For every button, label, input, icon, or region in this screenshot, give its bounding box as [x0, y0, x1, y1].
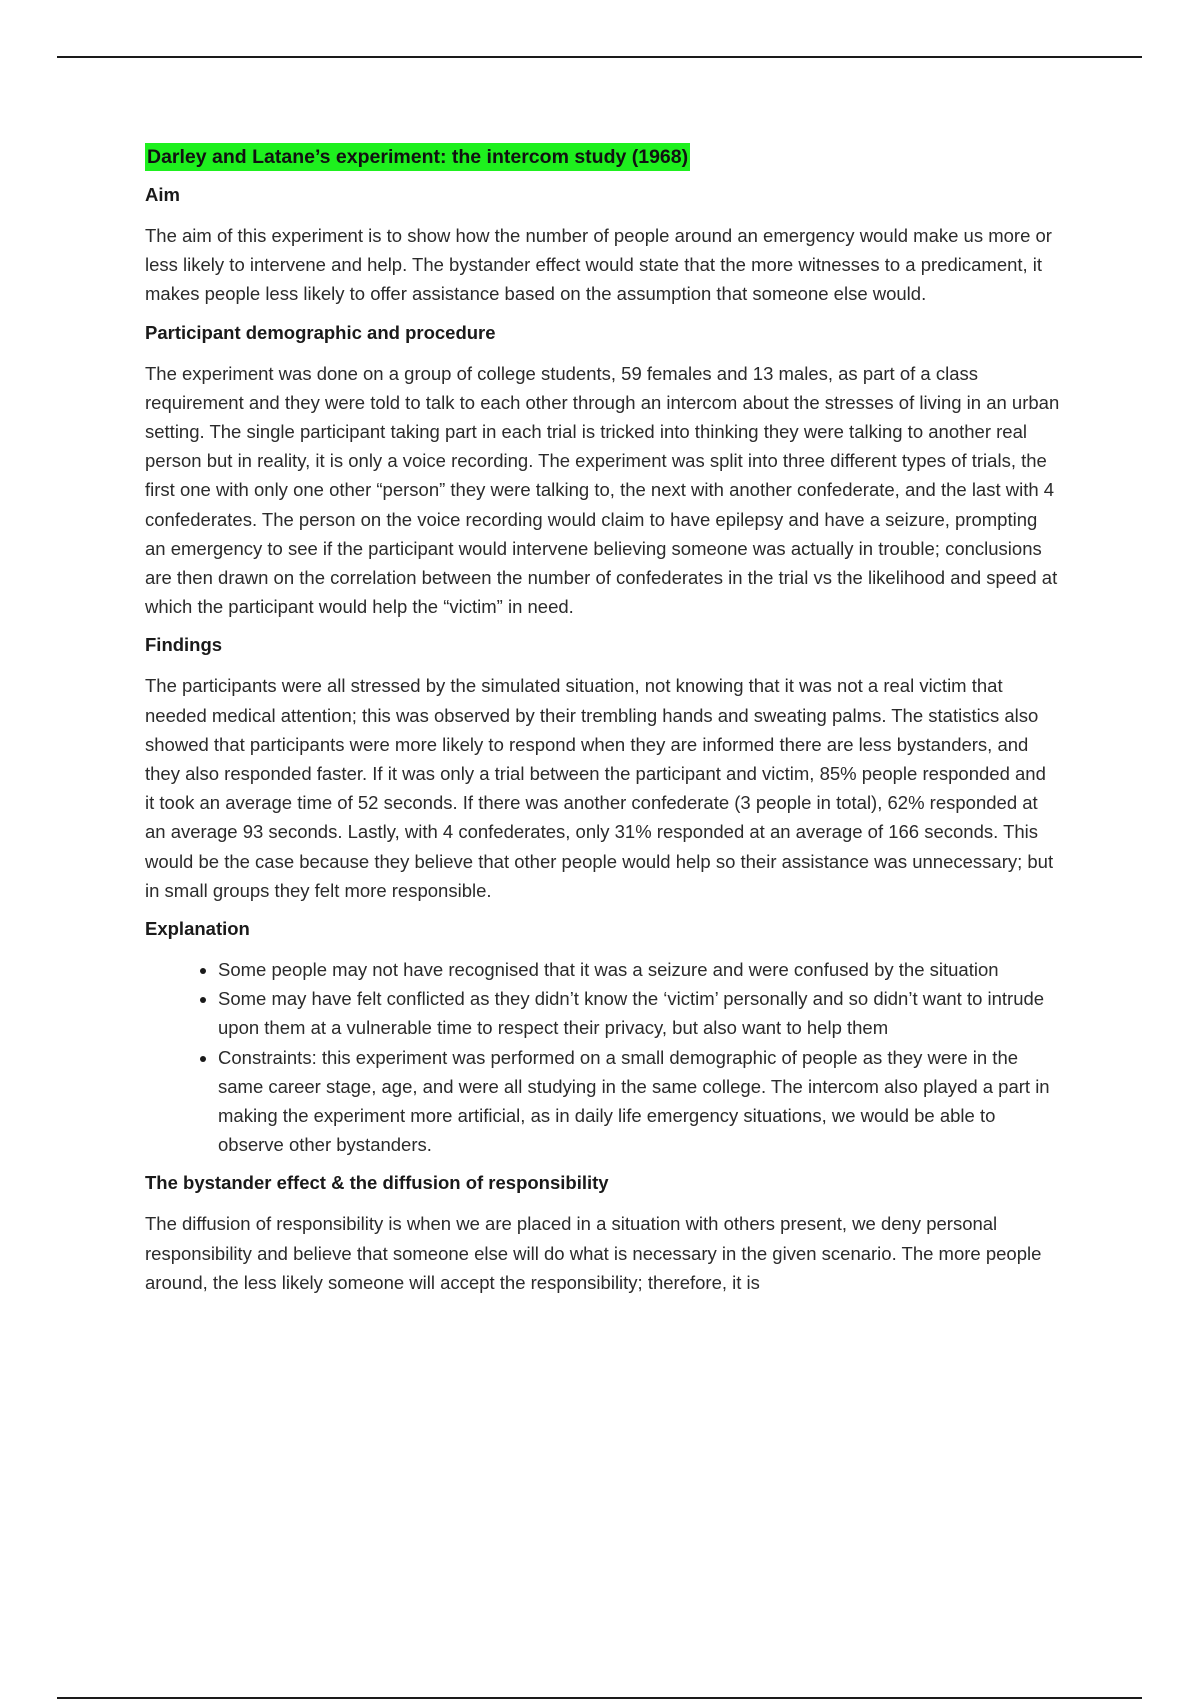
explanation-heading: Explanation [145, 918, 250, 940]
header-rule [57, 56, 1142, 58]
document-body [145, 143, 1060, 1309]
explanation-bullet: • Some may have felt conflicted as they didn’t know the ‘victim’ personally and so didn’t want to intrude upon them at a vulnerable time to respect their privacy, but also want to help them [218, 984, 1060, 1042]
procedure-heading: Participant demographic and procedure [145, 321, 496, 343]
aim-heading: Aim [145, 184, 180, 205]
footer-rule [57, 1697, 1142, 1699]
procedure-paragraph: The experiment was done on a group of college students, 59 females and 13 males, as part of a class requirement and they were told to talk to each other through an intercom about the stresses of living in an urban setting. The single participant taking part in each trial is tricked into thinking they were talking to another real person but in reality, it is only a voice recording. The experiment was split into three different types of trials, the first one with only one other “person” they were talking to, the next with another confederate, and the last with 4 confederates. The person on the voice recording would claim to have epilepsy and have a seizure, prompting an emergency to see if the participant would intervene believing someone was actually in trouble; conclusions are then drawn on the correlation between the number of confederates in the trial vs the likelihood and speed at which the participant would help the “victim” in need. [145, 362, 1060, 618]
document-title: Darley and Latane’s experiment: the intercom study (1968) [145, 143, 690, 171]
findings-paragraph: The participants were all stressed by the simulated situation, not knowing that it was not a real victim that needed medical attention; this was observed by their trembling hands and sweating palms. The statistics also showed that participants were more likely to respond when they are informed there are less bystanders, and they also responded faster. If it was only a trial between the participant and victim, 85% people responded and it took an average time of 52 seconds. If there was another confederate (3 people in total), 62% responded at an average 93 seconds. Lastly, with 4 confederates, only 31% responded at an average of 166 seconds. This would be the case because they believe that other people would help so their assistance was unnecessary; but in small groups they felt more responsible. [145, 675, 1054, 901]
diffusion-heading: The bystander effect & the diffusion of responsibility [145, 1172, 609, 1194]
explanation-bullet: • Constraints: this experiment was performed on a small demographic of people as they were in the same career stage, age, and were all studying in the same college. The intercom also played a part in making the experiment more artificial, as in daily life emergency situations, we would be able to observe other bystanders. [218, 1043, 1060, 1160]
diffusion-paragraph: The diffusion of responsibility is when we are placed in a situation with others present, we deny personal responsibility and believe that someone else will do what is necessary in the given scenario. The more people around, the less likely someone will accept the responsibility; therefore, it is [145, 1213, 1042, 1293]
explanation-bullet: • Some people may not have recognised that it was a seizure and were confused by the situation [218, 955, 1060, 984]
explanation-list [145, 955, 1060, 1159]
findings-heading: Findings [145, 634, 223, 656]
aim-paragraph: The aim of this experiment is to show how the number of people around an emergency would make us more or less likely to intervene and help. The bystander effect would state that the more witnesses to a predicament, it makes people less likely to offer assistance based on the assumption that someone else would. [145, 225, 1052, 305]
